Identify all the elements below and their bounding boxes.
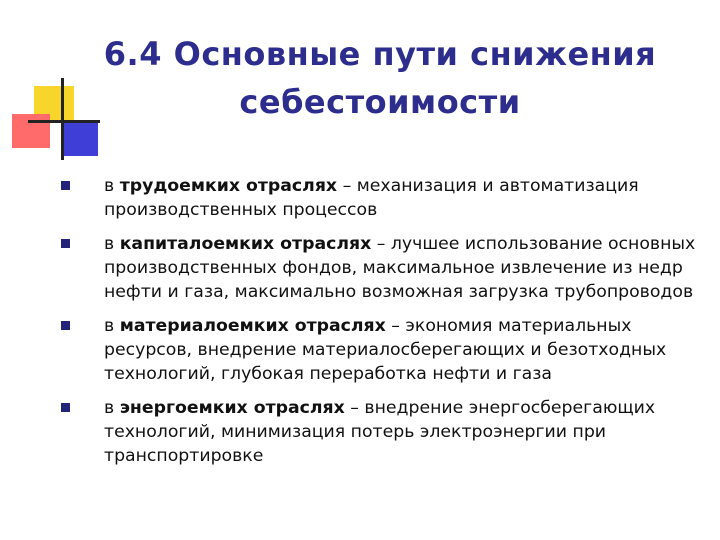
bullet-prefix: в [104, 398, 120, 418]
bullet-description: – экономия материальных ресурсов, внедрение материалосберегающих и безотходных технологий, глубокая переработка нефти и газа [104, 316, 667, 384]
bullet-prefix: в [104, 176, 120, 196]
bullet-item [60, 314, 700, 386]
title-line-2: себестоимости [239, 83, 521, 121]
bullet-item [60, 396, 700, 468]
bullet-term: капиталоемких отраслях [119, 234, 372, 254]
decorative-blue-square [62, 122, 98, 156]
bullet-text [104, 234, 695, 302]
bullet-prefix: в [104, 316, 120, 336]
square-bullet-icon [61, 181, 70, 190]
bullet-term: материалоемких отраслях [119, 316, 386, 336]
bullet-term: энергоемких отраслях [119, 398, 345, 418]
bullet-text [104, 316, 666, 384]
bullet-prefix: в [104, 234, 120, 254]
square-bullet-icon [61, 403, 70, 412]
bullet-item [60, 232, 700, 304]
bullet-item [60, 174, 700, 222]
square-bullet-icon [61, 321, 70, 330]
bullet-list [60, 174, 700, 478]
bullet-text [104, 176, 639, 220]
bullet-term: трудоемких отраслях [119, 176, 338, 196]
square-bullet-icon [61, 239, 70, 248]
bullet-description: – лучшее использование основных производственных фондов, максимальное извлечение из недр нефти и газа, максимально возможная загрузка трубопроводов [104, 234, 696, 302]
bullet-description: – механизация и автоматизация производственных процессов [104, 176, 639, 220]
bullet-text [104, 398, 655, 466]
bullet-description: – внедрение энергосберегающих технологий, минимизация потерь электроэнергии при транспортировке [104, 398, 656, 466]
slide-title [60, 30, 700, 126]
title-line-1: 6.4 Основные пути снижения [103, 35, 657, 73]
